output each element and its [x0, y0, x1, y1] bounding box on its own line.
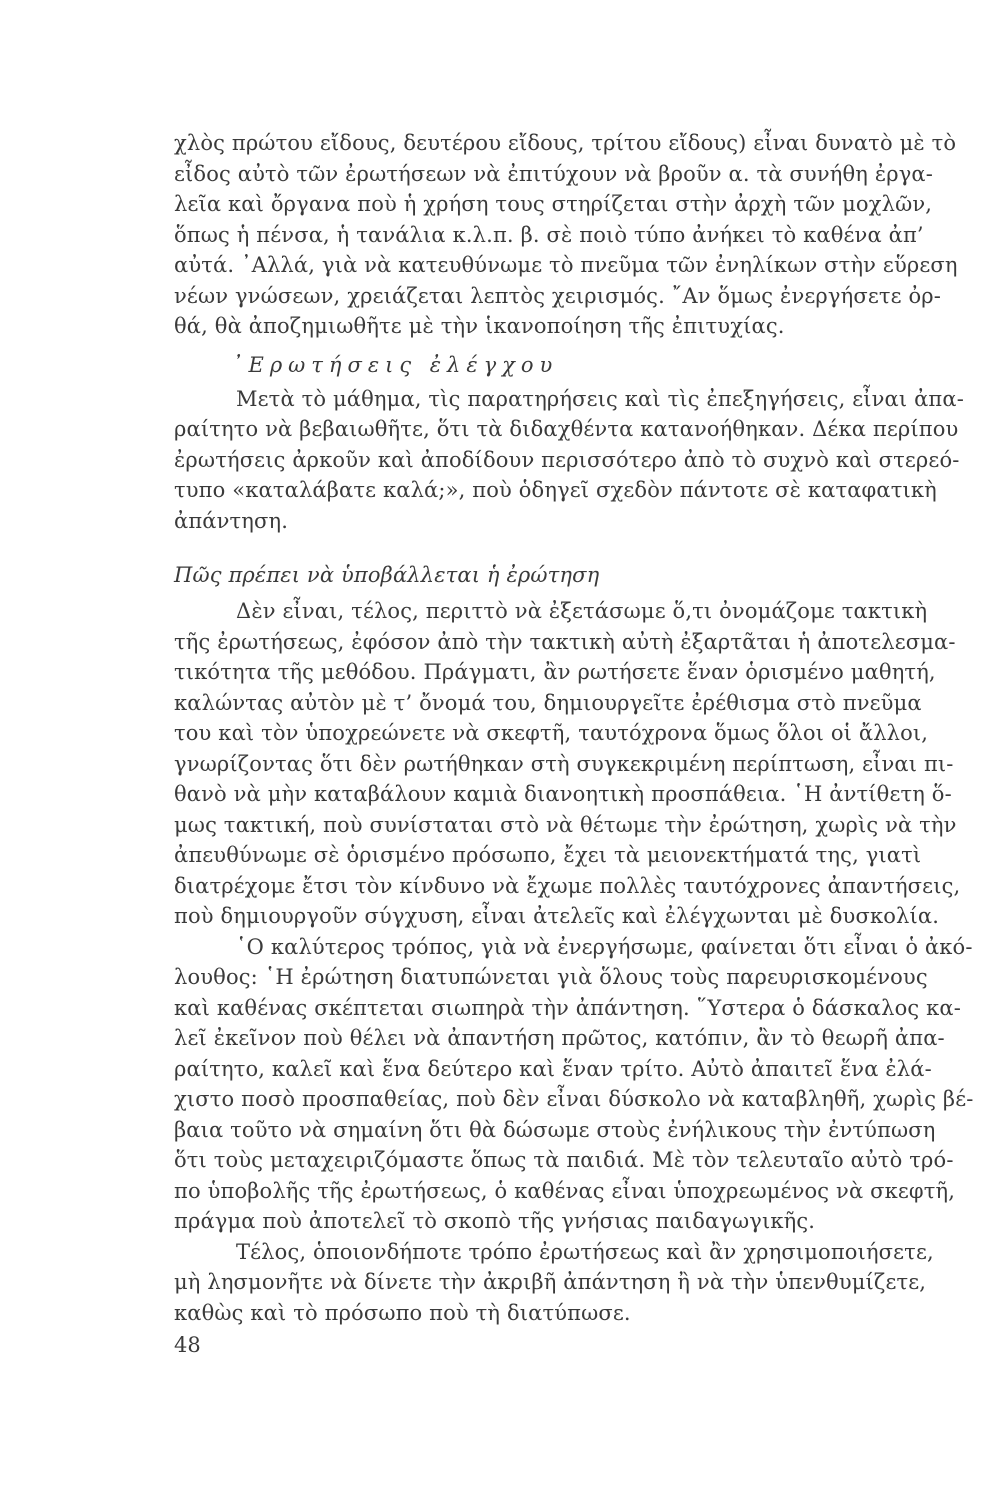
text-line: Τέλος, ὁποιονδήποτε τρόπο ἐρωτήσεως καὶ ἂν χρησιμοποιήσετε,	[236, 1239, 934, 1264]
text-line: χιστο ποσὸ προσπαθείας, ποὺ δὲν εἶναι δύσκολο νὰ καταβληθῆ, χωρὶς βέ-	[174, 1087, 974, 1111]
text-line: πο ὑποβολῆς τῆς ἐρωτήσεως, ὁ καθένας εἶναι ὑποχρεωμένος νὰ σκεφτῆ,	[174, 1178, 956, 1203]
paragraph-tactics	[174, 596, 961, 932]
text-line: ραίτητο, καλεῖ καὶ ἕνα δεύτερο καὶ ἕναν τρίτο. Αὐτὸ ἀπαιτεῖ ἕνα ἐλά-	[174, 1056, 932, 1081]
text-line: ἐρωτήσεις ἀρκοῦν καὶ ἀποδίδουν περισσότερο ἀπὸ τὸ συχνὸ καὶ στερεό-	[174, 447, 960, 472]
text-line: ραίτητο νὰ βεβαιωθῆτε, ὅτι τὰ διδαχθέντα κατανοήθηκαν. Δέκα περίπου	[174, 417, 959, 441]
text-line: ἀπευθύνωμε σὲ ὁρισμένο πρόσωπο, ἔχει τὰ μειονεκτήματά της, γιατὶ	[174, 843, 922, 867]
paragraph-continuation	[174, 128, 958, 342]
text-line: ῾Ο καλύτερος τρόπος, γιὰ νὰ ἐνεργήσωμε, φαίνεται ὅτι εἶναι ὁ ἀκό-	[236, 934, 973, 959]
section-heading-control-questions: ᾿Ερωτήσεις ἐλέγχου	[232, 352, 559, 377]
text-line: καλώντας αὐτὸν μὲ τ’ ὄνομά του, δημιουργεῖτε ἐρέθισμα στὸ πνεῦμα	[174, 690, 922, 715]
text-line: διατρέχομε ἔτσι τὸν κίνδυνο νὰ ἔχωμε πολλὲς ταυτόχρονες ἀπαντήσεις,	[174, 873, 961, 898]
text-line: μως τακτική, ποὺ συνίσταται στὸ νὰ θέτωμε τὴν ἐρώτηση, χωρὶς νὰ τὴν	[174, 812, 957, 837]
paragraph-best-method	[174, 932, 974, 1237]
text-line: λεῖα καὶ ὄργανα ποὺ ἡ χρήση τους στηρίζεται στὴν ἀρχὴ τῶν μοχλῶν,	[174, 192, 933, 216]
text-line: βαια τοῦτο νὰ σημαίνη ὅτι θὰ δώσωμε στοὺς ἐνήλικους τὴν ἐντύπωση	[174, 1117, 936, 1142]
text-line: καθὼς καὶ τὸ πρόσωπο ποὺ τὴ διατύπωσε.	[174, 1300, 631, 1325]
paragraph-closing	[174, 1237, 934, 1329]
text-line: του καὶ τὸν ὑποχρεώνετε νὰ σκεφτῆ, ταυτόχρονα ὅμως ὅλοι οἱ ἄλλοι,	[174, 721, 929, 745]
text-line: καὶ καθένας σκέπτεται σιωπηρὰ τὴν ἀπάντηση. ῞Υστερα ὁ δάσκαλος κα-	[174, 995, 961, 1020]
text-line: θά, θὰ ἀποζημιωθῆτε μὲ τὴν ἱκανοποίηση τῆς ἐπιτυχίας.	[174, 314, 785, 338]
text-line: μὴ λησμονῆτε νὰ δίνετε τὴν ἀκριβῆ ἀπάντηση ἢ νὰ τὴν ὑπενθυμίζετε,	[174, 1270, 927, 1294]
text-line: γνωρίζοντας ὅτι δὲν ρωτήθηκαν στὴ συγκεκριμένη περίπτωση, εἶναι πι-	[174, 751, 954, 776]
text-line: Δὲν εἶναι, τέλος, περιττὸ νὰ ἐξετάσωμε ὅ,τι ὀνομάζομε τακτικὴ	[236, 599, 928, 623]
text-line: χλὸς πρώτου εἴδους, δευτέρου εἴδους, τρίτου εἴδους) εἶναι δυνατὸ μὲ τὸ	[174, 131, 957, 155]
text-line: ὅπως ἡ πένσα, ἡ τανάλια κ.λ.π. β. σὲ ποιὸ τύπο ἀνήκει τὸ καθένα ἀπ’	[174, 222, 924, 247]
section-heading-how-to-ask: Πῶς πρέπει νὰ ὑποβάλλεται ἡ ἐρώτηση	[174, 563, 600, 587]
text-line: ποὺ δημιουργοῦν σύγχυση, εἶναι ἀτελεῖς καὶ ἐλέγχωνται μὲ δυσκολία.	[174, 904, 940, 928]
paragraph-control-questions	[174, 384, 964, 537]
text-line: τικότητα τῆς μεθόδου. Πράγματι, ἂν ρωτήσετε ἕναν ὁρισμένο μαθητή,	[174, 660, 936, 684]
page-number: 48	[174, 1333, 201, 1357]
text-line: ὅτι τοὺς μεταχειριζόμαστε ὅπως τὰ παιδιά. Μὲ τὸν τελευταῖο αὐτὸ τρό-	[174, 1148, 954, 1172]
text-line: εἶδος αὐτὸ τῶν ἐρωτήσεων νὰ ἐπιτύχουν νὰ βροῦν α. τὰ συνήθη ἐργα-	[174, 161, 934, 186]
text-line: νέων γνώσεων, χρειάζεται λεπτὸς χειρισμός. ῎Αν ὅμως ἐνεργήσετε ὀρ-	[174, 283, 942, 308]
text-line: πράγμα ποὺ ἀποτελεῖ τὸ σκοπὸ τῆς γνήσιας παιδαγωγικῆς.	[174, 1209, 816, 1233]
text-line: θανὸ νὰ μὴν καταβάλουν καμιὰ διανοητικὴ προσπάθεια. ῾Η ἀντίθετη ὅ-	[174, 782, 952, 806]
text-line: αὐτά. ᾿Αλλά, γιὰ νὰ κατευθύνωμε τὸ πνεῦμα τῶν ἐνηλίκων στὴν εὕρεση	[174, 253, 958, 277]
text-line: τυπο «καταλάβατε καλά;», ποὺ ὁδηγεῖ σχεδὸν πάντοτε σὲ καταφατικὴ	[174, 478, 937, 502]
text-line: λεῖ ἐκεῖνον ποὺ θέλει νὰ ἀπαντήση πρῶτος, κατόπιν, ἂν τὸ θεωρῆ ἀπα-	[174, 1026, 945, 1050]
page-body	[174, 128, 974, 1328]
text-line: Μετὰ τὸ μάθημα, τὶς παρατηρήσεις καὶ τὶς ἐπεξηγήσεις, εἶναι ἀπα-	[236, 386, 964, 411]
text-line: λουθος: ῾Η ἐρώτηση διατυπώνεται γιὰ ὅλους τοὺς παρευρισκομένους	[174, 965, 928, 989]
text-line: τῆς ἐρωτήσεως, ἐφόσον ἀπὸ τὴν τακτικὴ αὐτὴ ἐξαρτᾶται ἡ ἀποτελεσμα-	[174, 629, 956, 654]
text-line: ἀπάντηση.	[174, 508, 289, 533]
